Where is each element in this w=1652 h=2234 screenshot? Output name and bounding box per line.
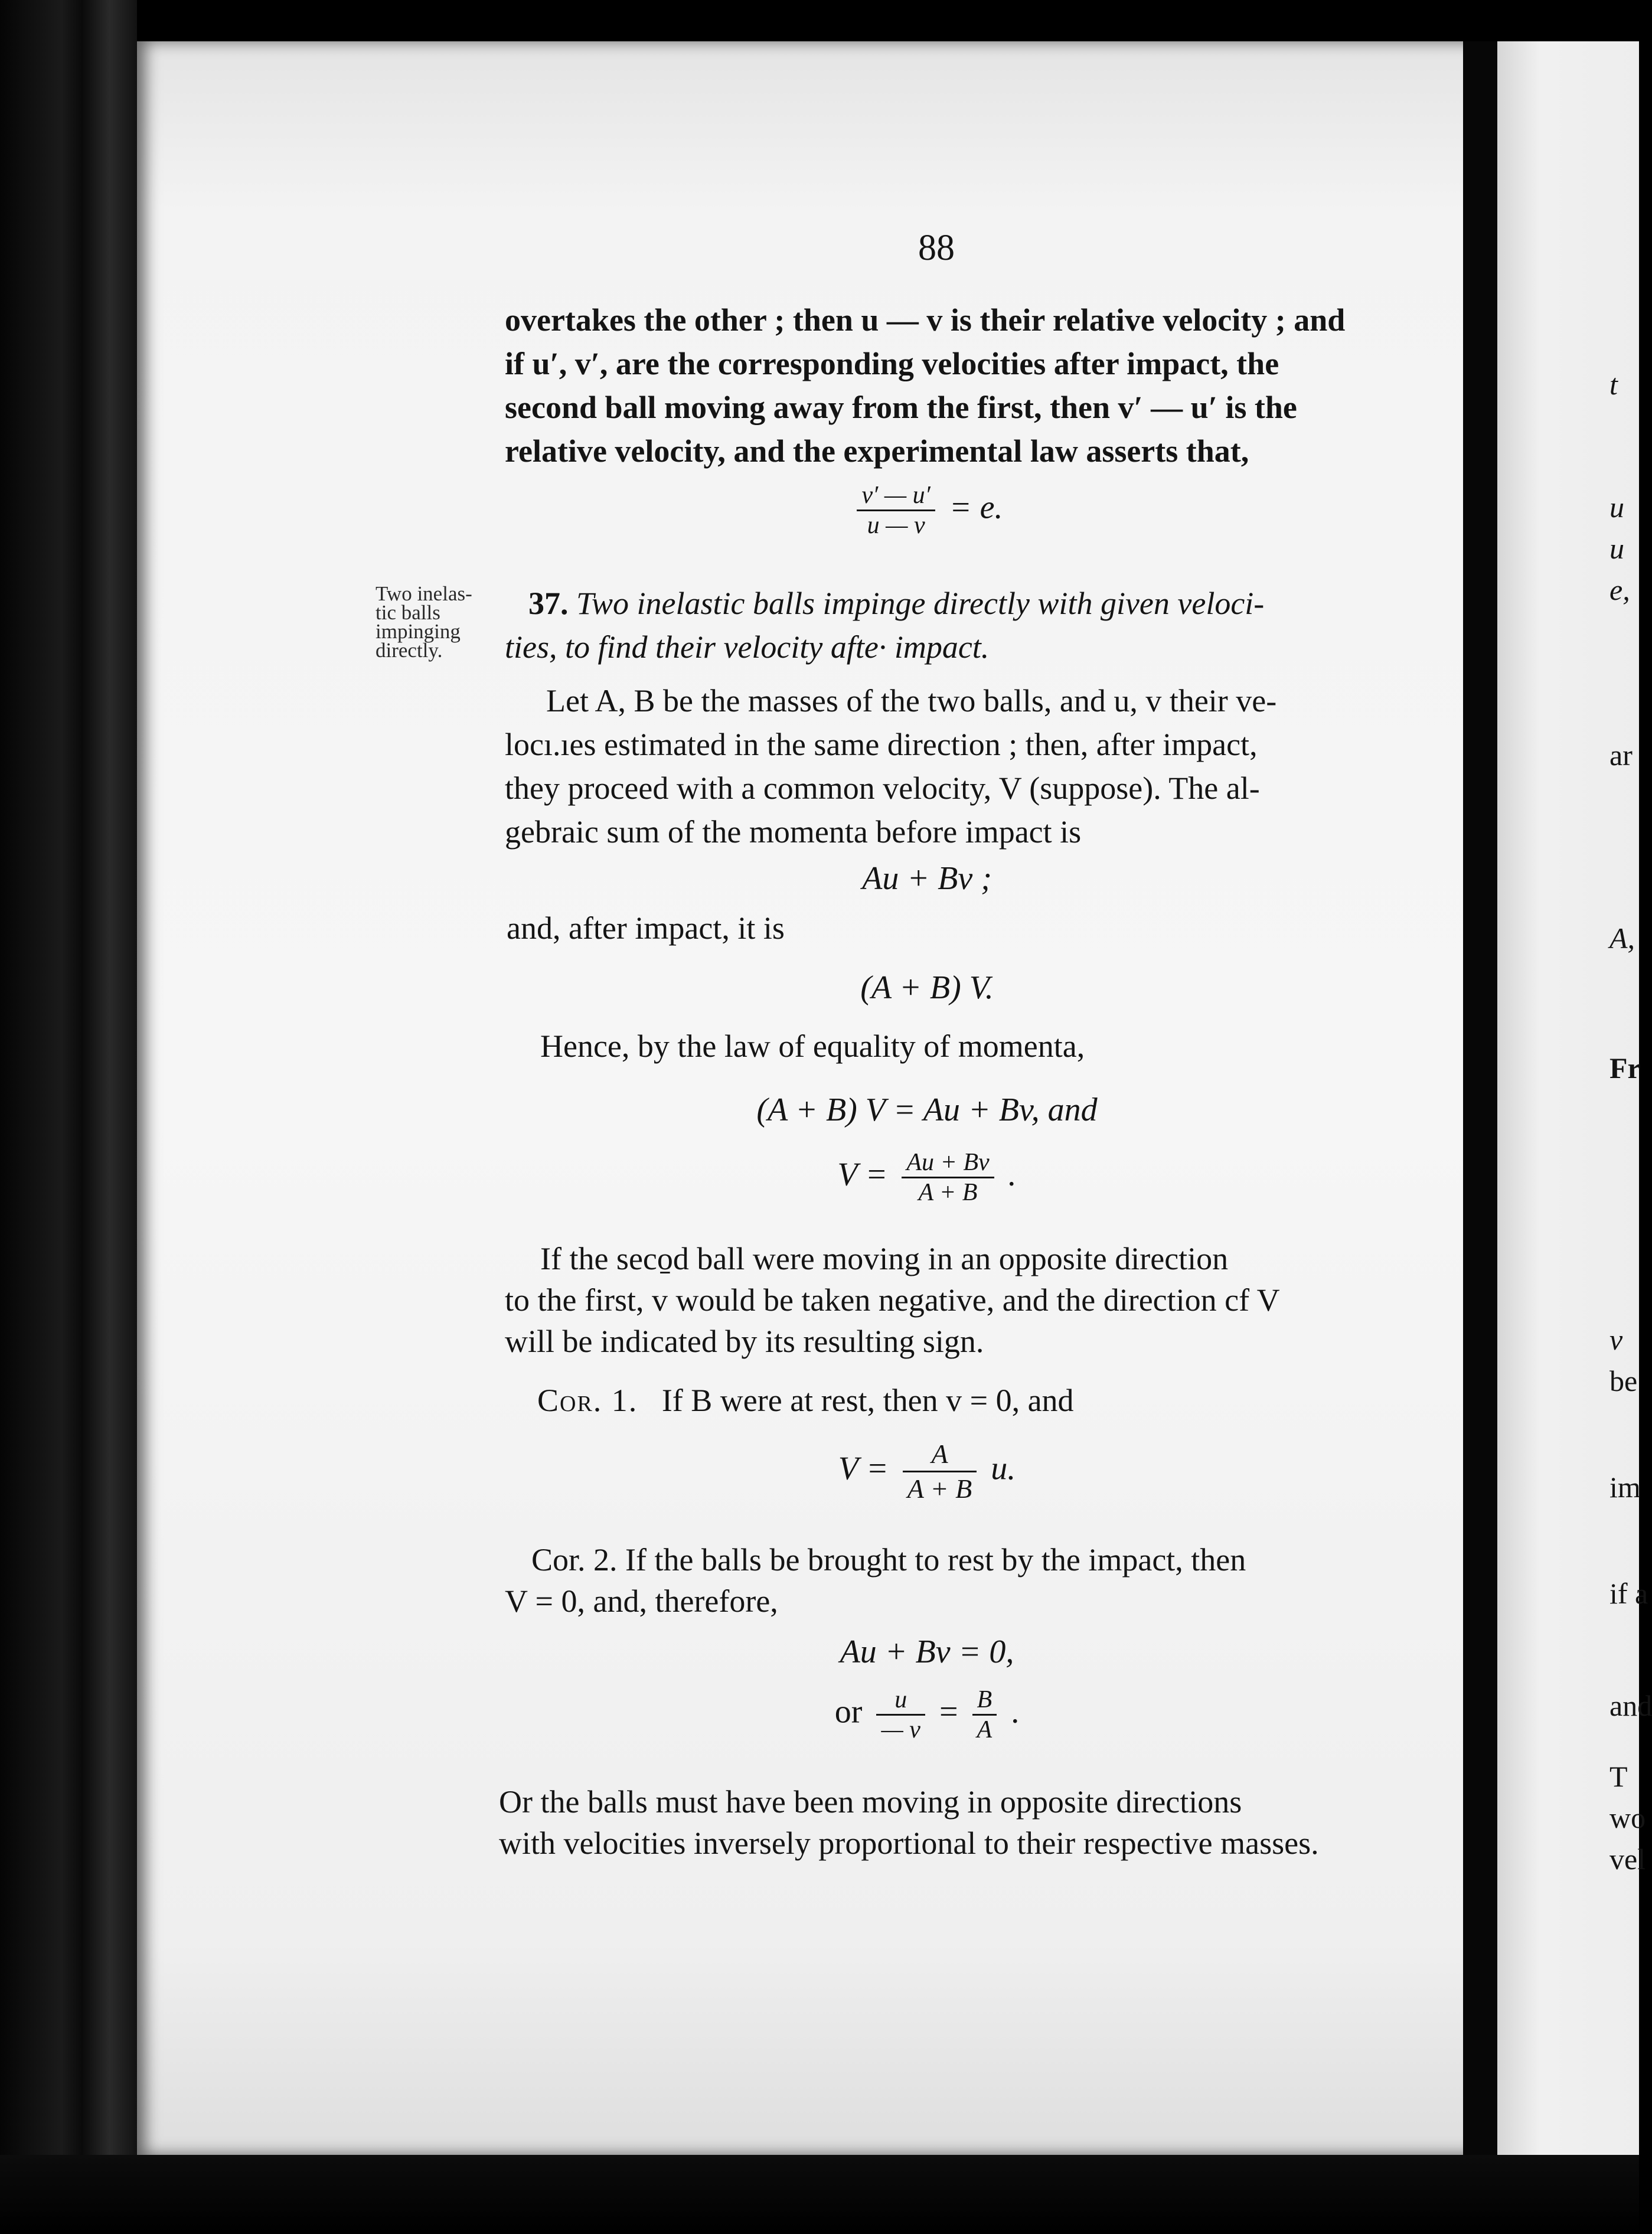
text-line: with velocities inversely proportional to their respective masses. xyxy=(499,1825,1319,1861)
page-number: 88 xyxy=(918,228,955,268)
text-line: to the first, v would be taken negative, and the direction cf V xyxy=(505,1282,1280,1318)
adjacent-page-fragment: vel xyxy=(1609,1843,1646,1876)
adjacent-page-fragment: ar xyxy=(1609,739,1633,772)
equation-lhs: V = xyxy=(837,1156,888,1193)
fraction-numerator: Au + Bv xyxy=(902,1148,994,1178)
adjacent-page-fragment: t xyxy=(1609,368,1618,401)
equation-zero-momentum: Au + Bv = 0, xyxy=(840,1634,1014,1670)
adjacent-page-fragment: and xyxy=(1609,1689,1652,1722)
equation-momentum-before: Au + Bv ; xyxy=(862,860,992,897)
fraction xyxy=(903,1438,977,1505)
equation-tail: . xyxy=(1011,1693,1020,1730)
fraction-numerator: B xyxy=(972,1686,997,1716)
book-gutter xyxy=(1463,41,1497,2155)
text-line: second ball moving away from the first, then v′ — u′ is the xyxy=(505,390,1297,425)
equation-rest-case xyxy=(508,1438,1346,1505)
equation-tail: u. xyxy=(991,1450,1016,1487)
section-title: Two inelastic balls impinge directly with given veloci- xyxy=(576,586,1265,621)
adjacent-page-fragment: if a xyxy=(1609,1577,1648,1610)
text-line: they proceed with a common velocity, V (suppose). The al- xyxy=(505,770,1260,806)
fraction-denominator: u — v xyxy=(867,512,925,539)
equation-momentum-after: (A + B) V. xyxy=(860,969,994,1006)
margin-note-line: impinging xyxy=(376,620,461,643)
text-line: If the seco̱d ball were moving in an opposite direction xyxy=(540,1241,1229,1276)
margin-note-line: Two inelas- xyxy=(376,582,472,605)
fraction-denominator: A + B xyxy=(907,1474,972,1504)
text-line: overtakes the other ; then u — v is their relative velocity ; and xyxy=(505,302,1346,338)
section-title-cont: ties, to find their velocity afte· impact. xyxy=(505,629,990,665)
text-line: relative velocity, and the experimental law asserts that, xyxy=(505,433,1249,469)
fraction-numerator: A xyxy=(903,1438,977,1472)
text-line: if u′, v′, are the corresponding velocities after impact, the xyxy=(505,346,1279,381)
equation-lhs: V = xyxy=(838,1450,889,1487)
margin-note xyxy=(376,584,499,660)
adjacent-page-fragment: be xyxy=(1609,1364,1638,1397)
fraction-denominator: A + B xyxy=(918,1179,978,1206)
corollary-2: Cor. 2. If the balls be brought to rest by the impact, then xyxy=(531,1542,1246,1577)
adjacent-page-fragment: wo xyxy=(1609,1801,1646,1834)
fraction-denominator: — v xyxy=(881,1716,920,1743)
adjacent-page-fragment: A, xyxy=(1609,922,1635,955)
equation-ratio xyxy=(508,1686,1346,1744)
text-line: Let A, B be the masses of the two balls, and u, v their ve- xyxy=(546,683,1277,718)
equation-common-velocity xyxy=(508,1148,1346,1207)
fraction-denominator: A xyxy=(977,1716,992,1743)
fraction xyxy=(972,1686,997,1744)
film-border-left xyxy=(0,0,137,2234)
equation-rhs: = e. xyxy=(949,489,1003,526)
equation-prefix: or xyxy=(834,1693,863,1730)
adjacent-page-edge xyxy=(1497,41,1652,2155)
margin-note-line: directly. xyxy=(376,639,443,662)
equation-restitution xyxy=(508,481,1346,540)
text-line: and, after impact, it is xyxy=(507,910,785,946)
fraction xyxy=(902,1148,994,1207)
section-number: 37. xyxy=(528,586,569,621)
equation-equals: = xyxy=(939,1693,958,1730)
adjacent-page-fragment: u xyxy=(1609,532,1624,565)
corollary-text: If B were at rest, then v = 0, and xyxy=(661,1383,1074,1418)
adjacent-page-fragment: im xyxy=(1609,1471,1641,1504)
fraction-numerator: u xyxy=(876,1686,925,1716)
text-line: gebraic sum of the momenta before impact is xyxy=(505,814,1082,850)
adjacent-page-fragment: Fr xyxy=(1609,1051,1641,1085)
adjacent-page-fragment: v xyxy=(1609,1323,1623,1356)
fraction xyxy=(876,1686,925,1744)
adjacent-page-fragment: e, xyxy=(1609,573,1630,606)
section-heading xyxy=(528,582,1346,625)
film-border-bottom xyxy=(0,2155,1639,2234)
text-line: Hence, by the law of equality of momenta, xyxy=(540,1028,1085,1064)
fraction-numerator: v′ — u′ xyxy=(857,481,935,511)
corollary-label: Cor. 1. xyxy=(537,1383,638,1418)
margin-note-line: tic balls xyxy=(376,601,440,624)
equation-tail: . xyxy=(1008,1156,1017,1193)
text-line: Or the balls must have been moving in opposite directions xyxy=(499,1784,1242,1820)
text-line: will be indicated by its resulting sign. xyxy=(505,1324,984,1359)
equation-equality: (A + B) V = Au + Bv, and xyxy=(756,1092,1098,1128)
text-line: V = 0, and, therefore, xyxy=(505,1583,778,1619)
text-line: locı.ıes estimated in the same direction ; then, after impact, xyxy=(505,727,1258,762)
corollary-1 xyxy=(537,1379,1074,1422)
adjacent-page-fragment: T xyxy=(1609,1760,1628,1793)
fraction xyxy=(857,481,935,540)
adjacent-page-fragment: u xyxy=(1609,491,1624,524)
